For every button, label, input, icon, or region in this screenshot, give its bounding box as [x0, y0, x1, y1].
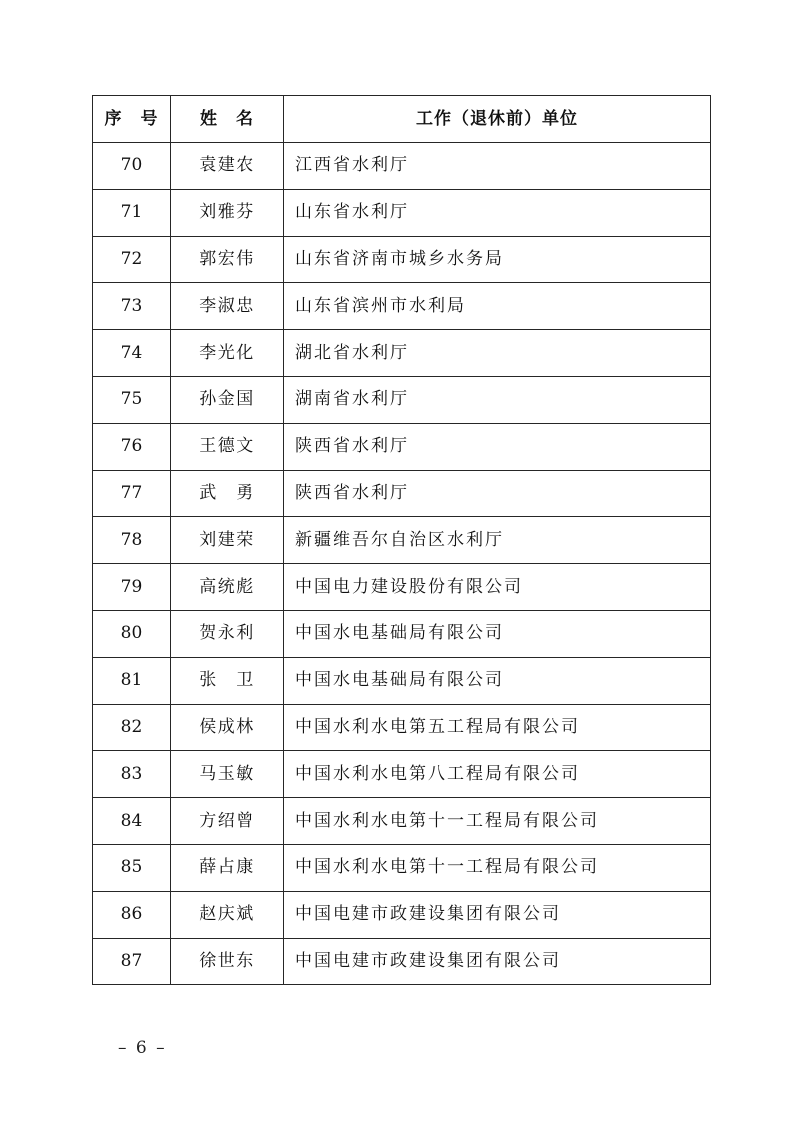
- header-name: 姓 名: [171, 96, 284, 143]
- table-row: [93, 938, 711, 985]
- unit-cell: 中国电建市政建设集团有限公司: [284, 891, 711, 938]
- name-cell: 薛占康: [171, 844, 284, 891]
- header-serial-number: 序 号: [93, 96, 171, 143]
- table-row: [93, 610, 711, 657]
- unit-cell: 中国水电基础局有限公司: [284, 657, 711, 704]
- name-cell: 方绍曾: [171, 798, 284, 845]
- serial-cell: 79: [93, 564, 171, 611]
- table-row: [93, 330, 711, 377]
- serial-cell: 73: [93, 283, 171, 330]
- header-work-unit: 工作（退休前）单位: [284, 96, 711, 143]
- name-cell: 高统彪: [171, 564, 284, 611]
- name-cell: 王德文: [171, 423, 284, 470]
- serial-cell: 80: [93, 610, 171, 657]
- table-row: [93, 143, 711, 190]
- unit-cell: 中国电建市政建设集团有限公司: [284, 938, 711, 985]
- page-number: – 6 –: [118, 1038, 167, 1058]
- serial-cell: 84: [93, 798, 171, 845]
- unit-cell: 陕西省水利厅: [284, 470, 711, 517]
- name-cell: 郭宏伟: [171, 236, 284, 283]
- unit-cell: 中国水电基础局有限公司: [284, 610, 711, 657]
- name-cell: 刘建荣: [171, 517, 284, 564]
- name-cell: 赵庆斌: [171, 891, 284, 938]
- unit-cell: 中国水利水电第十一工程局有限公司: [284, 844, 711, 891]
- serial-cell: 71: [93, 189, 171, 236]
- table-row: [93, 470, 711, 517]
- unit-cell: 中国水利水电第十一工程局有限公司: [284, 798, 711, 845]
- name-cell: 李光化: [171, 330, 284, 377]
- name-cell: 马玉敏: [171, 751, 284, 798]
- unit-cell: 湖南省水利厅: [284, 376, 711, 423]
- serial-cell: 74: [93, 330, 171, 377]
- table-row: [93, 751, 711, 798]
- retirees-table: [92, 95, 711, 985]
- table-row: [93, 423, 711, 470]
- table-row: [93, 517, 711, 564]
- unit-cell: 湖北省水利厅: [284, 330, 711, 377]
- table-row: [93, 704, 711, 751]
- table-body: [93, 143, 711, 985]
- unit-cell: 陕西省水利厅: [284, 423, 711, 470]
- serial-cell: 78: [93, 517, 171, 564]
- table-row: [93, 283, 711, 330]
- name-cell: 袁建农: [171, 143, 284, 190]
- serial-cell: 83: [93, 751, 171, 798]
- unit-cell: 中国水利水电第八工程局有限公司: [284, 751, 711, 798]
- serial-cell: 75: [93, 376, 171, 423]
- unit-cell: 中国电力建设股份有限公司: [284, 564, 711, 611]
- serial-cell: 72: [93, 236, 171, 283]
- name-cell: 孙金国: [171, 376, 284, 423]
- table-row: [93, 891, 711, 938]
- serial-cell: 86: [93, 891, 171, 938]
- unit-cell: 中国水利水电第五工程局有限公司: [284, 704, 711, 751]
- name-cell: 贺永利: [171, 610, 284, 657]
- table-row: [93, 657, 711, 704]
- unit-cell: 山东省水利厅: [284, 189, 711, 236]
- serial-cell: 77: [93, 470, 171, 517]
- table-header-row: [93, 96, 711, 143]
- serial-cell: 82: [93, 704, 171, 751]
- table-row: [93, 564, 711, 611]
- name-cell: 徐世东: [171, 938, 284, 985]
- unit-cell: 江西省水利厅: [284, 143, 711, 190]
- table-row: [93, 844, 711, 891]
- serial-cell: 85: [93, 844, 171, 891]
- unit-cell: 新疆维吾尔自治区水利厅: [284, 517, 711, 564]
- serial-cell: 70: [93, 143, 171, 190]
- name-cell: 李淑忠: [171, 283, 284, 330]
- name-cell: 武 勇: [171, 470, 284, 517]
- table-row: [93, 189, 711, 236]
- name-cell: 张 卫: [171, 657, 284, 704]
- name-cell: 侯成林: [171, 704, 284, 751]
- serial-cell: 81: [93, 657, 171, 704]
- unit-cell: 山东省济南市城乡水务局: [284, 236, 711, 283]
- name-cell: 刘雅芬: [171, 189, 284, 236]
- table-row: [93, 798, 711, 845]
- table-row: [93, 376, 711, 423]
- serial-cell: 76: [93, 423, 171, 470]
- serial-cell: 87: [93, 938, 171, 985]
- table-row: [93, 236, 711, 283]
- unit-cell: 山东省滨州市水利局: [284, 283, 711, 330]
